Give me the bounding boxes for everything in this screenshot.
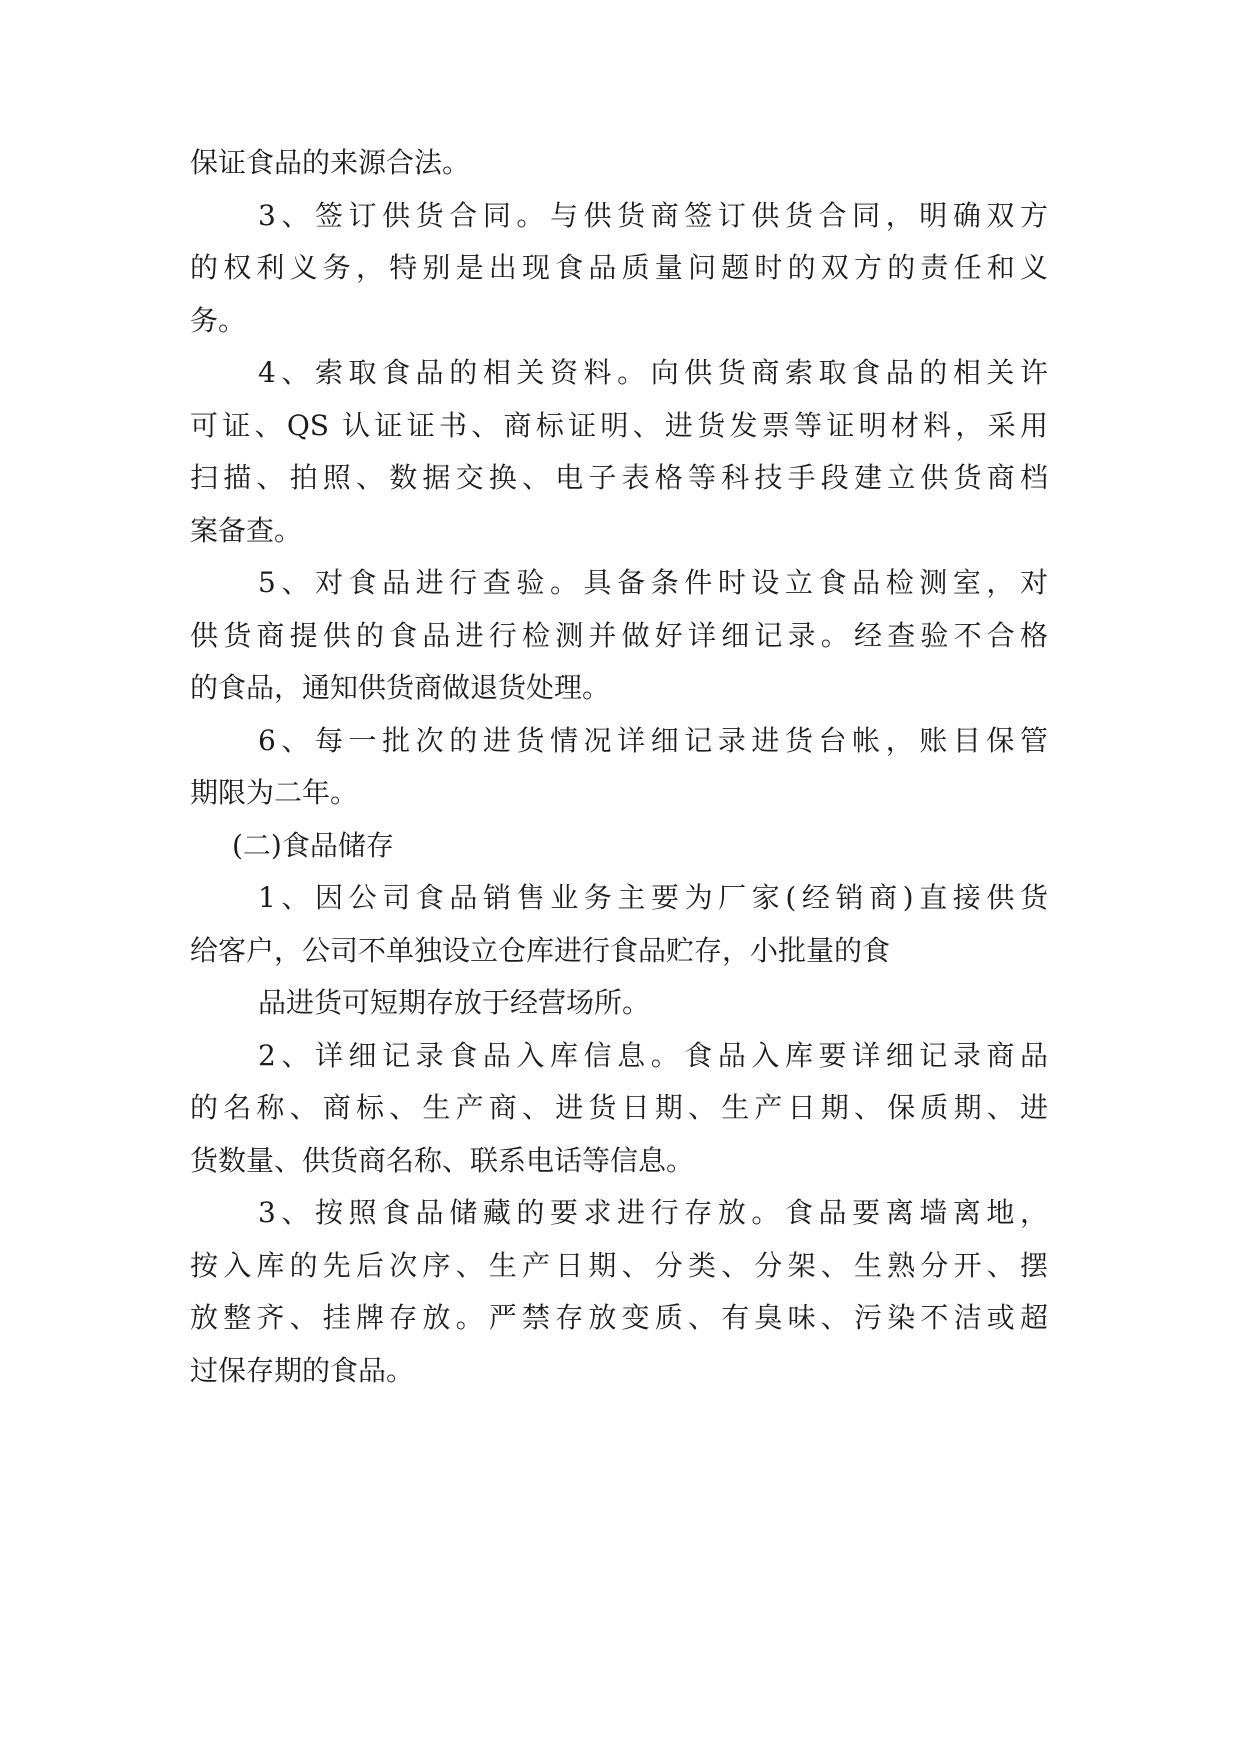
- paragraph-line: 4、索取食品的相关资料。向供货商索取食品的相关许: [258, 356, 1048, 389]
- paragraph-line: 给客户，公司不单独设立仓库进行食品贮存，小批量的食: [190, 933, 891, 967]
- paragraph-line: 3、按照食品储藏的要求进行存放。食品要离墙离地，: [258, 1196, 1048, 1229]
- paragraph-storage-records: [190, 1030, 1048, 1188]
- paragraph-line: 务。: [190, 303, 247, 337]
- paragraph-line: 供货商提供的食品进行检测并做好详细记录。经查验不合格: [190, 618, 1048, 652]
- paragraph-line: 按入库的先后次序、生产日期、分类、分架、生熟分开、摆: [190, 1248, 1048, 1282]
- paragraph-line: 扫描、拍照、数据交换、电子表格等科技手段建立供货商档: [190, 461, 1048, 494]
- paragraph-line: 可证、QS 认证证书、商标证明、进货发票等证明材料，采用: [190, 408, 1048, 442]
- paragraph-request-documents: [190, 347, 1048, 557]
- paragraph-line: 期限为二年。: [190, 776, 359, 809]
- paragraph-line: 3、签订供货合同。与供货商签订供货合同，明确双方: [258, 198, 1048, 232]
- paragraph-line: 6、每一批次的进货情况详细记录进货台帐，账目保管: [258, 723, 1048, 757]
- document-body: [190, 137, 1048, 1397]
- paragraph-inspection: [190, 557, 1048, 715]
- section-heading-food-storage: [190, 820, 1048, 873]
- paragraph-line: 品进货可短期存放于经营场所。: [258, 986, 651, 1019]
- paragraph-line: 的名称、商标、生产商、进货日期、生产日期、保质期、进: [190, 1091, 1048, 1124]
- paragraph-line: 放整齐、挂牌存放。严禁存放变质、有臭味、污染不洁或超: [190, 1301, 1048, 1334]
- paragraph-line: 5、对食品进行查验。具备条件时设立食品检测室，对: [258, 566, 1048, 599]
- paragraph-storage-requirements: [190, 1187, 1048, 1397]
- paragraph-purchase-ledger: [190, 715, 1048, 820]
- paragraph-line: 保证食品的来源合法。: [190, 146, 471, 179]
- paragraph-continuation: [190, 137, 1048, 190]
- paragraph-line: 的食品，通知供货商做退货处理。: [190, 671, 611, 704]
- paragraph-line: 案备查。: [190, 513, 303, 547]
- paragraph-line: 货数量、供货商名称、联系电话等信息。: [190, 1143, 695, 1177]
- paragraph-sign-supply-contract: [190, 190, 1048, 348]
- section-heading: (二)食品储存: [232, 828, 394, 862]
- paragraph-direct-supply: [190, 872, 1048, 1030]
- paragraph-line: 过保存期的食品。: [190, 1353, 415, 1387]
- paragraph-line: 2、详细记录食品入库信息。食品入库要详细记录商品: [258, 1038, 1048, 1072]
- paragraph-line: 1、因公司食品销售业务主要为厂家(经销商)直接供货: [258, 881, 1048, 914]
- paragraph-line: 的权利义务，特别是出现食品质量问题时的双方的责任和义: [190, 251, 1048, 284]
